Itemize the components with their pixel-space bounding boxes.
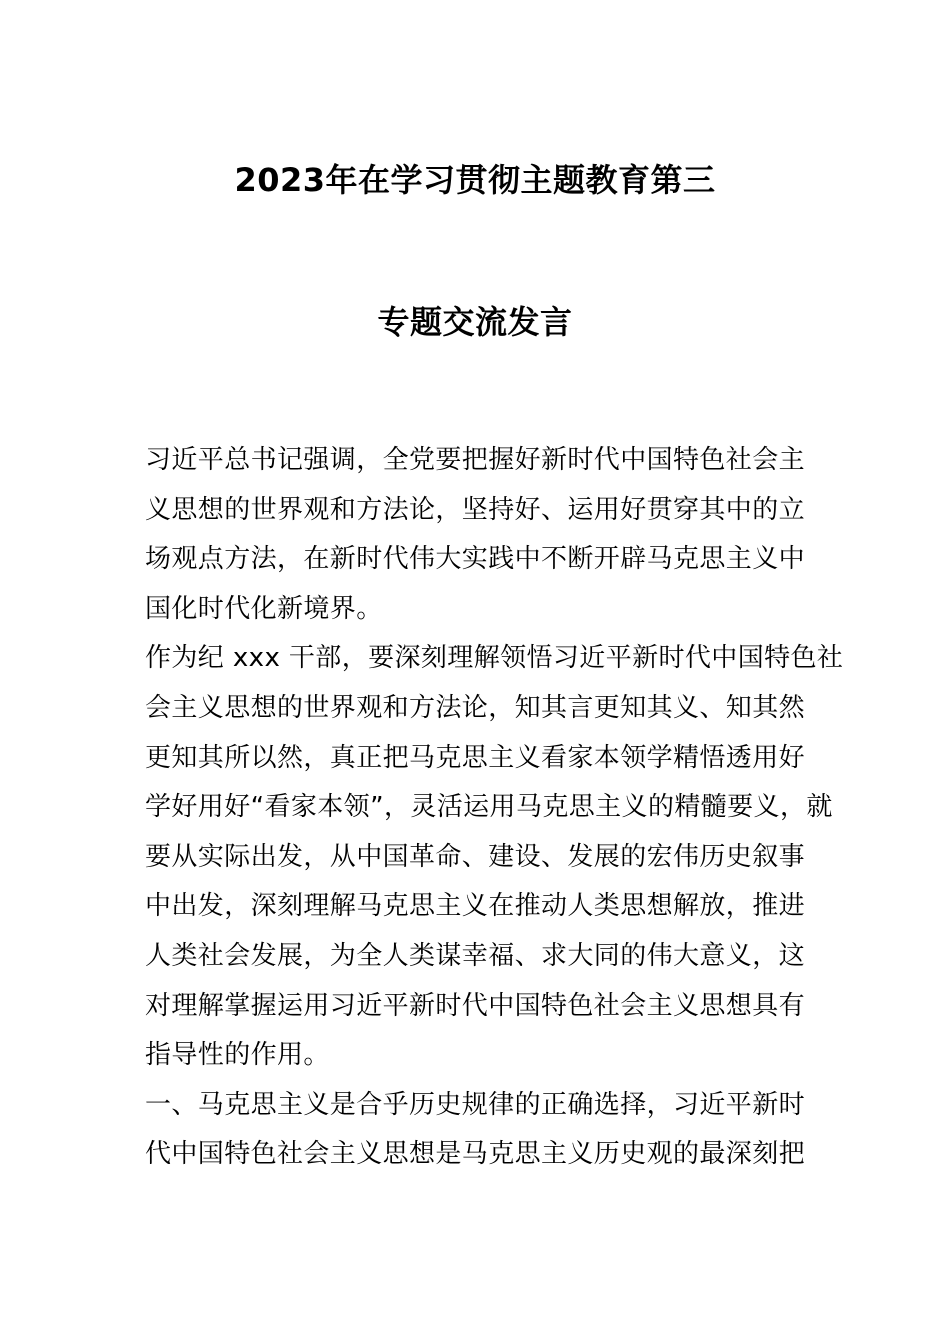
- document-title-line-1: 2023年在学习贯彻主题教育第三: [234, 161, 716, 199]
- body-line: 国化时代化新境界。: [145, 593, 383, 624]
- body-line: 会主义思想的世界观和方法论，知其言更知其义、知其然: [145, 692, 806, 723]
- body-line: 习近平总书记强调，全党要把握好新时代中国特色社会主: [145, 445, 806, 475]
- body-line: 一、马克思主义是合乎历史规律的正确选择，习近平新时: [145, 1089, 806, 1120]
- body-line: 学好用好“看家本领”，灵活运用马克思主义的精髓要义，就: [145, 792, 833, 823]
- body-line: 义思想的世界观和方法论，坚持好、运用好贯穿其中的立: [145, 494, 806, 525]
- body-line: 要从实际出发，从中国革命、建设、发展的宏伟历史叙事: [145, 841, 806, 872]
- body-line: 人类社会发展，为全人类谋幸福、求大同的伟大意义，这: [145, 940, 806, 971]
- body-line: 代中国特色社会主义思想是马克思主义历史观的最深刻把: [145, 1139, 806, 1170]
- body-line: 更知其所以然，真正把马克思主义看家本领学精悟透用好: [145, 742, 806, 773]
- document-title-line-2: 专题交流发言: [377, 303, 573, 341]
- body-line: 场观点方法，在新时代伟大实践中不断开辟马克思主义中: [145, 544, 806, 575]
- body-line: 作为纪 xxx 干部，要深刻理解领悟习近平新时代中国特色社: [145, 643, 844, 674]
- body-line: 指导性的作用。: [145, 1040, 330, 1071]
- body-line: 中出发，深刻理解马克思主义在推动人类思想解放，推进: [145, 891, 806, 922]
- document-body: [145, 436, 844, 1180]
- body-line: 对理解掌握运用习近平新时代中国特色社会主义思想具有: [145, 990, 806, 1021]
